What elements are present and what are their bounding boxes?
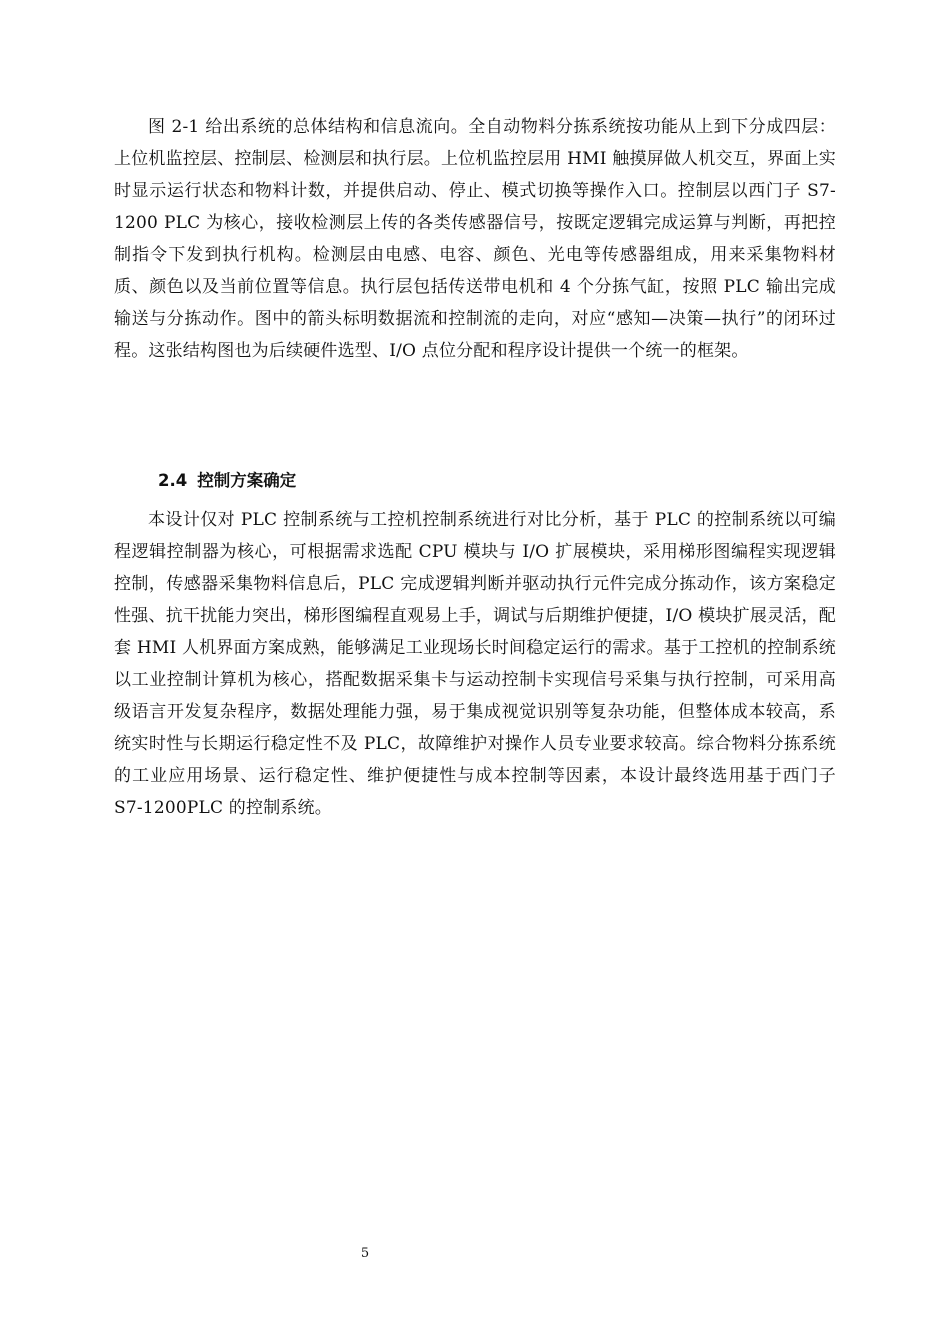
body-paragraph-system-structure: 图 2-1 给出系统的总体结构和信息流向。全自动物料分拣系统按功能从上到下分成四层：上位机监控层、控制层、检测层和执行层。上位机监控层用 HMI 触摸屏做人机交互，界面上实时显示运行状态和物料计数，并提供启动、停止、模式切换等操作入口。控制层以西门子 S7-1200 PLC 为核心，接收检测层上传的各类传感器信号，按既定逻辑完成运算与判断，再把控制指令下发到执行机构。检测层由电感、电容、颜色、光电等传感器组成，用来采集物料材质、颜色以及当前位置等信息。执行层包括传送带电机和 4 个分拣气缸，按照 PLC 输出完成输送与分拣动作。图中的箭头标明数据流和控制流的走向，对应“感知—决策—执行”的闭环过程。这张结构图也为后续硬件选型、I/O 点位分配和程序设计提供一个统一的框架。 bbox=[114, 117, 836, 361]
body-paragraph-control-scheme: 本设计仅对 PLC 控制系统与工控机控制系统进行对比分析，基于 PLC 的控制系统以可编程逻辑控制器为核心，可根据需求选配 CPU 模块与 I/O 扩展模块，采用梯形图编程实现逻辑控制，传感器采集物料信息后，PLC 完成逻辑判断并驱动执行元件完成分拣动作，该方案稳定性强、抗干扰能力突出，梯形图编程直观易上手，调试与后期维护便捷，I/O 模块扩展灵活，配套 HMI 人机界面方案成熟，能够满足工业现场长时间稳定运行的需求。基于工控机的控制系统以工业控制计算机为核心，搭配数据采集卡与运动控制卡实现信号采集与执行控制，可采用高级语言开发复杂程序，数据处理能力强，易于集成视觉识别等复杂功能，但整体成本较高，系统实时性与长期运行稳定性不及 PLC，故障维护对操作人员专业要求较高。综合物料分拣系统的工业应用场景、运行稳定性、维护便捷性与成本控制等因素，本设计最终选用基于西门子 S7-1200PLC 的控制系统。 bbox=[114, 510, 836, 818]
section-number: 2.4 bbox=[158, 471, 188, 490]
page-number: 5 bbox=[360, 1246, 370, 1261]
section-title: 控制方案确定 bbox=[197, 471, 297, 490]
section-heading bbox=[158, 468, 296, 494]
